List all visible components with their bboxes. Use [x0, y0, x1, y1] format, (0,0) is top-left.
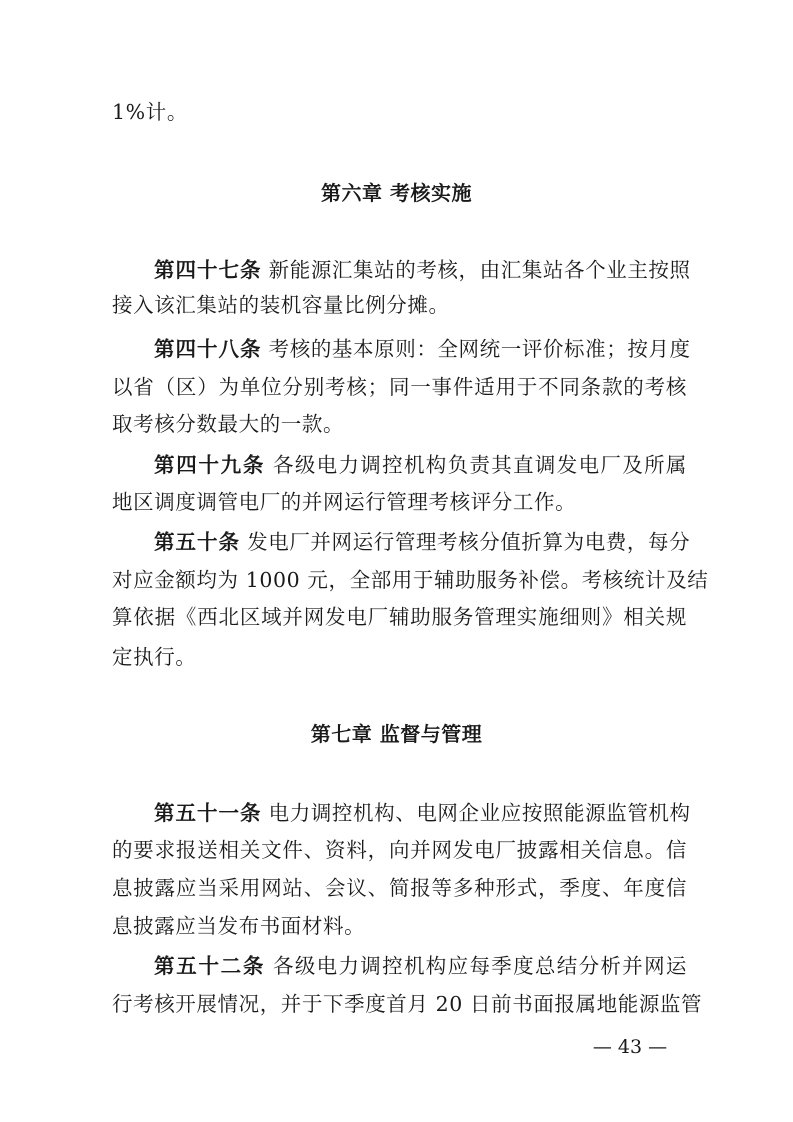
article-48-line-1 — [154, 337, 691, 361]
text-line: 以省（区）为单位分别考核；同一事件适用于不同条款的考核 — [112, 375, 687, 399]
text-line: 对应金额均为 1000 元，全部用于辅助服务补偿。考核统计及结 — [112, 568, 709, 592]
text-line: 行考核开展情况，并于下季度首月 20 日前书面报属地能源监管 — [112, 992, 703, 1016]
text-line: 考核的基本原则：全网统一评价标准；按月度 — [268, 337, 691, 361]
text-line: 算依据《西北区域并网发电厂辅助服务管理实施细则》相关规 — [112, 605, 687, 629]
article-49-line-1 — [154, 453, 687, 477]
text-line: 发电厂并网运行管理考核分值折算为电费，每分 — [247, 530, 691, 554]
text-line: 定执行。 — [112, 645, 197, 669]
page-number: — 43 — — [592, 1036, 668, 1058]
text-line: 地区调度调管电厂的并网运行管理考核评分工作。 — [112, 490, 577, 514]
article-label: 第四十九条 — [154, 453, 266, 477]
text-line: 新能源汇集站的考核，由汇集站各个业主按照 — [268, 258, 691, 282]
text-line: 息披露应当发布书面材料。 — [112, 914, 366, 938]
article-50-line-1 — [154, 530, 691, 554]
text-line: 电力调控机构、电网企业应按照能源监管机构 — [268, 801, 691, 825]
article-label: 第五十二条 — [154, 954, 266, 978]
article-label: 第五十一条 — [154, 801, 262, 825]
text-line: 1%计。 — [112, 100, 188, 124]
article-51-line-1 — [154, 801, 691, 825]
text-line: 的要求报送相关文件、资料，向并网发电厂披露相关信息。信 — [112, 838, 687, 862]
chapter-heading: 第七章 监督与管理 — [310, 722, 483, 746]
article-47-line-1 — [154, 258, 691, 282]
text-line: 各级电力调控机构负责其直调发电厂及所属 — [273, 453, 688, 477]
chapter-heading: 第六章 考核实施 — [321, 181, 472, 205]
text-line: 各级电力调控机构应每季度总结分析并网运 — [273, 954, 688, 978]
text-line: 息披露应当采用网站、会议、简报等多种形式，季度、年度信 — [112, 876, 687, 900]
article-52-line-1 — [154, 954, 687, 978]
text-line: 接入该汇集站的装机容量比例分摊。 — [112, 293, 450, 317]
article-label: 第四十八条 — [154, 337, 262, 361]
article-label: 第四十七条 — [154, 258, 262, 282]
text-line: 取考核分数最大的一款。 — [112, 412, 345, 436]
article-label: 第五十条 — [154, 530, 240, 554]
